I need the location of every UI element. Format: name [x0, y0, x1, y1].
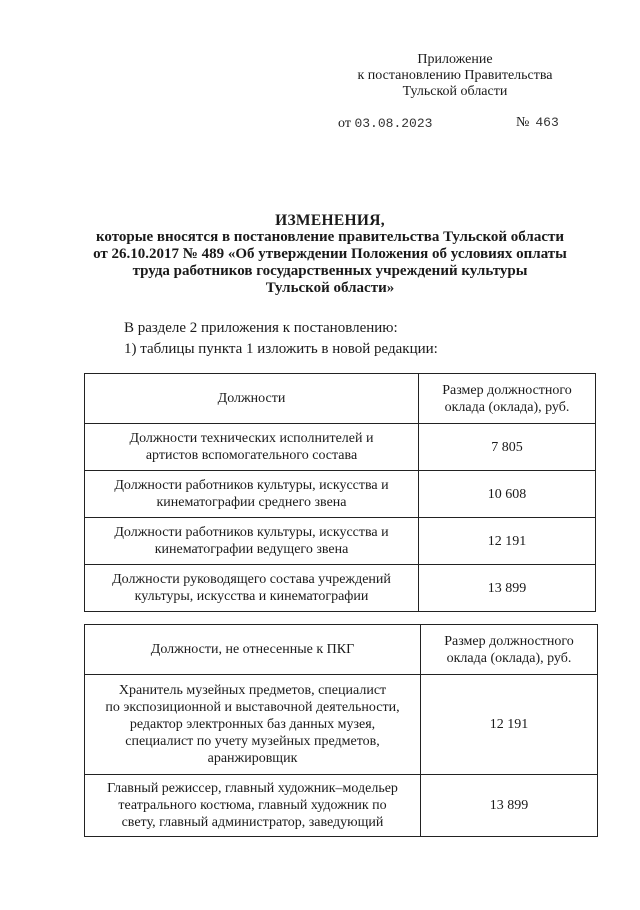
date-prefix: от — [338, 116, 351, 131]
header-positions: Должности — [85, 374, 419, 424]
cell-line: кинематографии среднего звена — [156, 495, 347, 510]
header-salary-line-2: оклада (оклада), руб. — [446, 650, 572, 666]
title-heading: ИЗМЕНЕНИЯ, — [275, 212, 385, 229]
header-salary — [421, 625, 598, 675]
salary-cell: 13 899 — [419, 565, 596, 612]
table-row — [85, 518, 596, 565]
cell-line: по экспозиционной и выставочной деятельности, — [105, 700, 400, 715]
title-line-4: Тульской области» — [265, 280, 395, 296]
header-salary-line-1: Размер должностного — [442, 382, 572, 398]
table-row — [85, 424, 596, 471]
table-header-row — [85, 374, 596, 424]
header-positions-non-pkg: Должности, не отнесенные к ПКГ — [85, 625, 421, 675]
salary-cell: 7 805 — [419, 424, 596, 471]
appendix-line-2: к постановлению Правительства — [357, 68, 553, 83]
cell-line: редактор электронных баз данных музея, — [129, 717, 376, 732]
header-salary — [419, 374, 596, 424]
position-cell — [85, 675, 421, 775]
position-cell — [85, 471, 419, 518]
salary-cell: 10 608 — [419, 471, 596, 518]
date-value: 03.08.2023 — [354, 116, 433, 131]
intro-line-1: В разделе 2 приложения к постановлению: — [124, 320, 398, 336]
salary-cell: 13 899 — [421, 775, 598, 837]
cell-line: кинематографии ведущего звена — [154, 542, 349, 557]
table-row — [85, 775, 598, 837]
appendix-line-3: Тульской области — [402, 84, 508, 99]
position-cell — [85, 775, 421, 837]
table-row — [85, 471, 596, 518]
salary-cell: 12 191 — [421, 675, 598, 775]
appendix-header — [330, 52, 580, 100]
number-prefix: № — [516, 115, 530, 130]
cell-line: специалист по учету музейных предметов, — [125, 734, 380, 749]
table-row — [85, 565, 596, 612]
position-cell — [85, 424, 419, 471]
table-row — [85, 675, 598, 775]
table-header-row — [85, 625, 598, 675]
cell-line: свету, главный администратор, заведующий — [121, 815, 384, 830]
title-line-2: от 26.10.2017 № 489 «Об утверждении Положения об условиях оплаты — [93, 246, 567, 262]
cell-line: артистов вспомогательного состава — [145, 448, 358, 463]
title-line-3: труда работников государственных учреждений культуры — [132, 263, 528, 279]
intro-line-2: 1) таблицы пункта 1 изложить в новой редакции: — [124, 341, 438, 357]
position-cell — [85, 565, 419, 612]
salary-table-1 — [84, 373, 596, 612]
title-line-1: которые вносятся в постановление правительства Тульской области — [95, 229, 565, 245]
cell-line: аранжировщик — [207, 751, 298, 766]
number-value: 463 — [535, 115, 559, 130]
cell-line: Должности работников культуры, искусства и — [114, 478, 389, 493]
salary-table-2 — [84, 624, 598, 837]
cell-line: культуры, искусства и кинематографии — [134, 589, 369, 604]
cell-line: Должности технических исполнителей и — [129, 431, 374, 446]
cell-line: Должности работников культуры, искусства и — [114, 525, 389, 540]
document-title — [80, 212, 580, 297]
header-salary-line-1: Размер должностного — [444, 633, 574, 649]
cell-line: Должности руководящего состава учреждений — [112, 572, 391, 587]
position-cell — [85, 518, 419, 565]
cell-line: Хранитель музейных предметов, специалист — [118, 683, 387, 698]
cell-line: Главный режиссер, главный художник–модельер — [107, 781, 398, 796]
decree-date — [338, 116, 432, 132]
decree-number — [516, 115, 559, 131]
appendix-line-1: Приложение — [417, 52, 493, 67]
salary-cell: 12 191 — [419, 518, 596, 565]
cell-line: театрального костюма, главный художник по — [118, 798, 387, 813]
header-salary-line-2: оклада (оклада), руб. — [444, 399, 570, 415]
